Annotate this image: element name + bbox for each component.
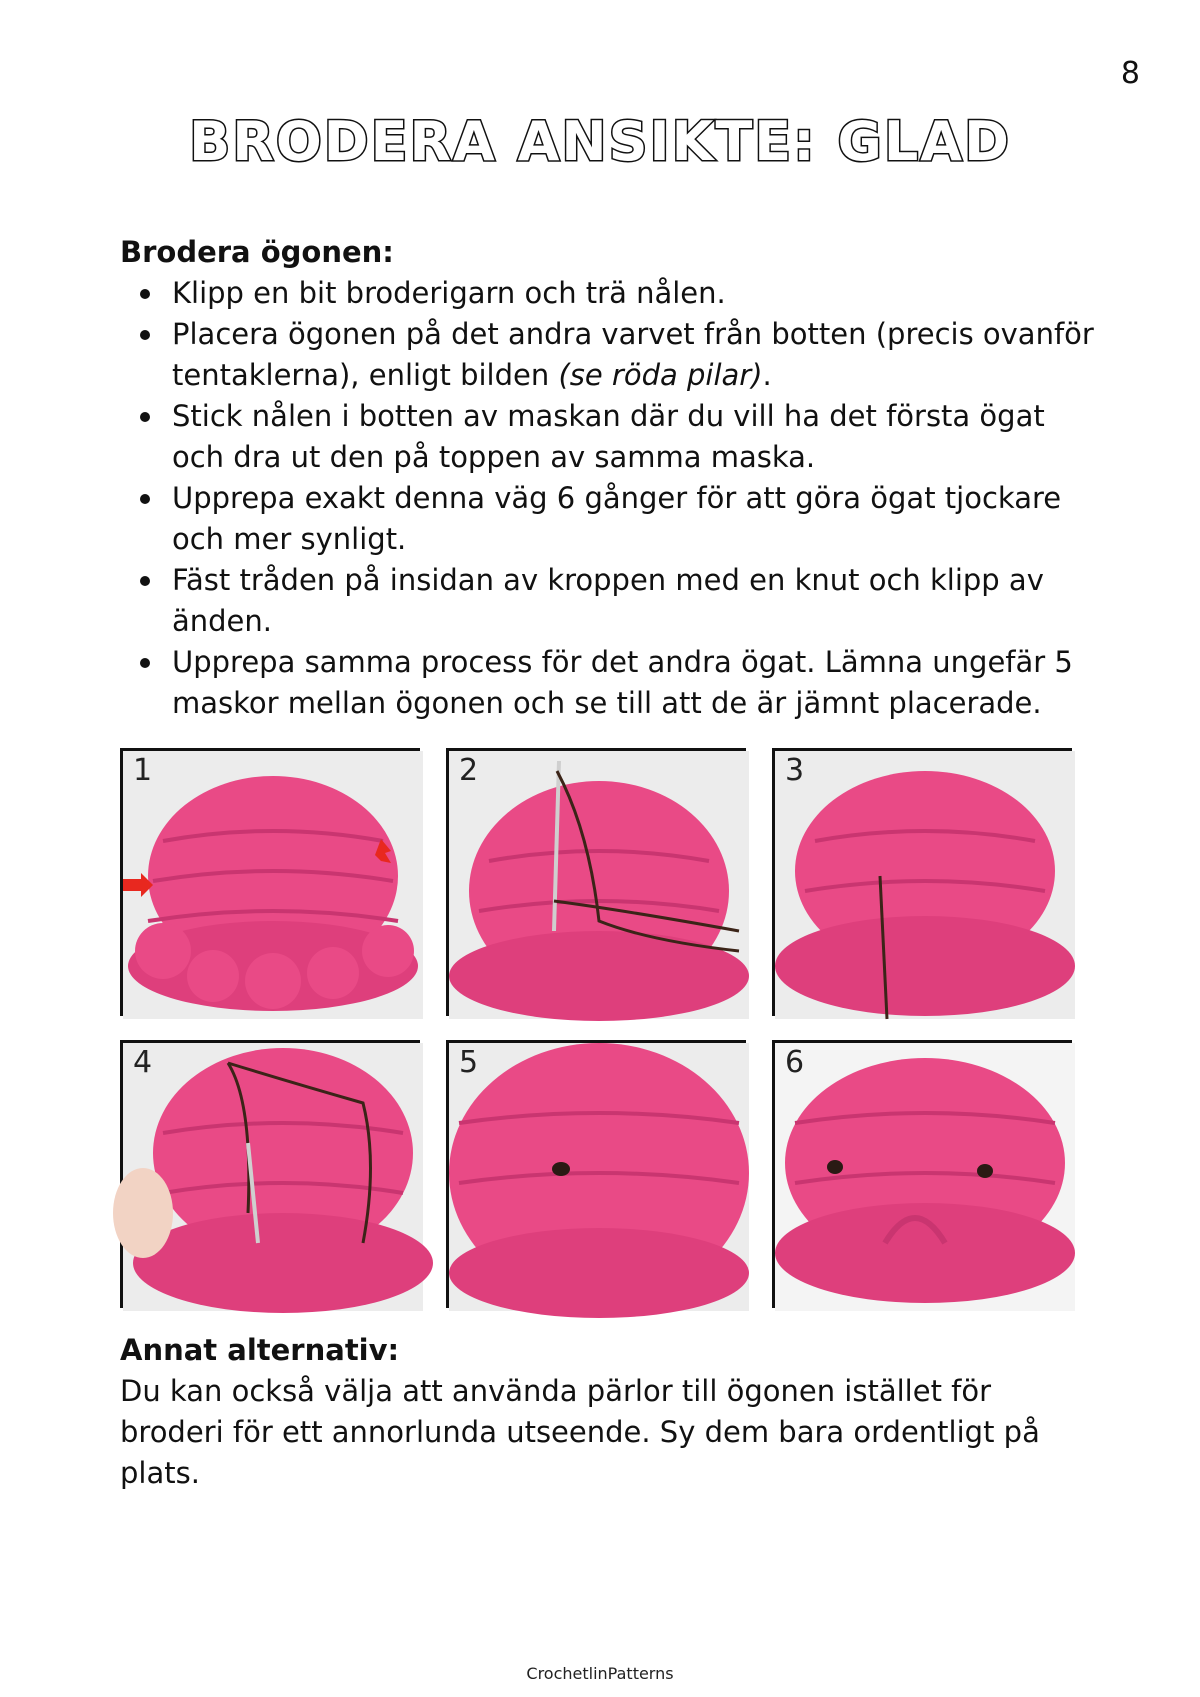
- page-title-graphic: [189, 108, 1011, 178]
- list-item: Fäst tråden på insidan av kroppen med en knut och klipp av änden.: [172, 560, 1100, 642]
- footer-brand: CrochetlinPatterns: [526, 1664, 674, 1683]
- list-item: Upprepa samma process för det andra ögat. Lämna ungefär 5 maskor mellan ögonen och se till att de är jämnt placerade.: [172, 642, 1100, 724]
- list-item: Klipp en bit broderigarn och trä nålen.: [172, 273, 1100, 314]
- photo-number: 4: [133, 1045, 153, 1080]
- step-italic-note: (se röda pilar): [558, 358, 763, 392]
- photo-number: 5: [459, 1045, 479, 1080]
- eye-icon: [977, 1164, 993, 1178]
- steps-list: [120, 273, 1100, 724]
- photo-step-1: [120, 748, 420, 1016]
- eye-icon: [827, 1160, 843, 1174]
- list-item: Stick nålen i botten av maskan där du vill ha det första ögat och dra ut den på toppen av samma maska.: [172, 396, 1100, 478]
- photo-step-5: [446, 1040, 746, 1308]
- alternative-section: [120, 1330, 1100, 1494]
- octopus-photo-image: [123, 751, 423, 1019]
- photo-number: 2: [459, 753, 479, 788]
- photo-number: 1: [133, 753, 153, 788]
- page-title-text: BRODERA ANSIKTE: GLAD: [189, 110, 1011, 173]
- section-heading-alternative: Annat alternativ:: [120, 1333, 400, 1367]
- section-heading-eyes: Brodera ögonen:: [120, 235, 394, 269]
- octopus-photo-image: [123, 1043, 423, 1311]
- eye-icon: [552, 1162, 570, 1176]
- octopus-photo-image: [775, 751, 1075, 1019]
- octopus-photo-image: [449, 1043, 749, 1311]
- photo-number: 6: [785, 1045, 805, 1080]
- photo-grid: [120, 748, 1085, 1318]
- step-punct: .: [762, 358, 772, 392]
- photo-step-6: [772, 1040, 1072, 1308]
- photo-step-3: [772, 748, 1072, 1016]
- page-title: [0, 108, 1200, 178]
- octopus-photo-image: [775, 1043, 1075, 1311]
- alternative-text: Du kan också välja att använda pärlor till ögonen istället för broderi för ett annorlunda utseende. Sy dem bara ordentligt på plats.: [120, 1374, 1040, 1490]
- photo-step-4: [120, 1040, 420, 1308]
- page-number: 8: [1120, 56, 1140, 91]
- list-item: [172, 314, 1100, 396]
- list-item: Upprepa exakt denna väg 6 gånger för att göra ögat tjockare och mer synligt.: [172, 478, 1100, 560]
- embroider-eyes-section: [120, 232, 1100, 724]
- octopus-photo-image: [449, 751, 749, 1019]
- photo-number: 3: [785, 753, 805, 788]
- photo-step-2: [446, 748, 746, 1016]
- step-text: Placera ögonen på det andra varvet från botten (precis ovanför tentaklerna), enligt bilden: [172, 317, 1094, 392]
